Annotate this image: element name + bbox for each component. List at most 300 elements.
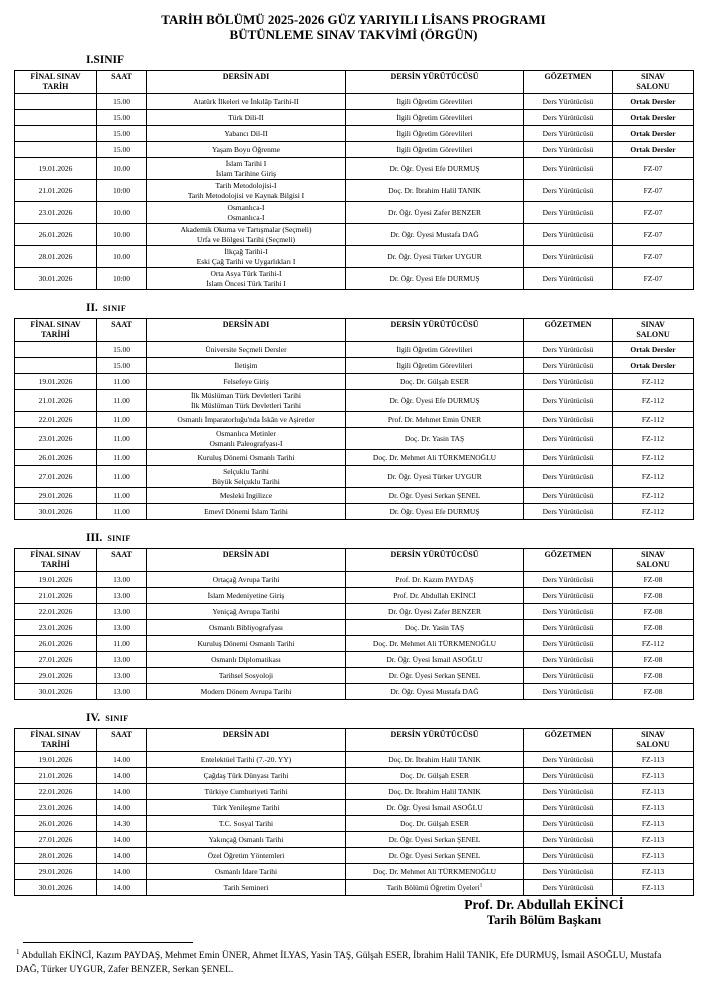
instructor: İlgili Öğretim Görevlileri xyxy=(346,142,524,158)
course-name: Tarih Metodolojisi-I Tarih Metodolojisi ve Kaynak Bilgisi I xyxy=(147,180,346,202)
exam-row xyxy=(15,202,694,224)
col-header-room: SINAV SALONU xyxy=(613,549,694,572)
exam-date: 27.01.2026 xyxy=(15,652,97,668)
instructor: Dr. Öğr. Üyesi Zafer BENZER xyxy=(346,202,524,224)
course-name: İslam Medeniyetine Giriş xyxy=(147,588,346,604)
proctor: Ders Yürütücüsü xyxy=(524,752,613,768)
course-name: Kuruluş Dönemi Osmanlı Tarihi xyxy=(147,636,346,652)
col-header-course: DERSİN ADI xyxy=(147,71,346,94)
course-name: Akademik Okuma ve Tartışmalar (Seçmeli) Urfa ve Bölgesi Tarihi (Seçmeli) xyxy=(147,224,346,246)
exam-room: FZ-112 xyxy=(613,504,694,520)
col-header-time: SAAT xyxy=(97,71,147,94)
course-name: Yabancı Dil-II xyxy=(147,126,346,142)
exam-time: 14.30 xyxy=(97,816,147,832)
proctor: Ders Yürütücüsü xyxy=(524,374,613,390)
signature-name: Prof. Dr. Abdullah EKİNCİ xyxy=(464,897,624,912)
proctor: Ders Yürütücüsü xyxy=(524,142,613,158)
exam-date: 26.01.2026 xyxy=(15,636,97,652)
exam-date: 29.01.2026 xyxy=(15,864,97,880)
exam-room: FZ-113 xyxy=(613,832,694,848)
course-name: İletişim xyxy=(147,358,346,374)
course-name: Osmanlı Diplomatikası xyxy=(147,652,346,668)
course-name: Türkiye Cumhuriyeti Tarihi xyxy=(147,784,346,800)
proctor: Ders Yürütücüsü xyxy=(524,358,613,374)
footnote xyxy=(16,942,684,977)
course-name: Yaşam Boyu Öğrenme xyxy=(147,142,346,158)
exam-time: 10.00 xyxy=(97,202,147,224)
section-label-numeral: I. xyxy=(86,54,94,66)
section-label-numeral: II. xyxy=(86,302,98,314)
section-label-2 xyxy=(86,298,693,316)
exam-date: 19.01.2026 xyxy=(15,752,97,768)
exam-table-1 xyxy=(14,70,694,290)
instructor: Dr. Öğr. Üyesi Efe DURMUŞ xyxy=(346,504,524,520)
instructor: Doç. Dr. Gülşah ESER xyxy=(346,768,524,784)
proctor: Ders Yürütücüsü xyxy=(524,864,613,880)
exam-room: FZ-113 xyxy=(613,800,694,816)
section-label-word: SINIF xyxy=(105,714,129,723)
instructor: Dr. Öğr. Üyesi Efe DURMUŞ xyxy=(346,158,524,180)
exam-date: 23.01.2026 xyxy=(15,428,97,450)
exam-row xyxy=(15,816,694,832)
exam-row xyxy=(15,504,694,520)
exam-room: FZ-07 xyxy=(613,202,694,224)
course-name: Selçuklu Tarihi Büyük Selçuklu Tarihi xyxy=(147,466,346,488)
course-name: Türk Yenileşme Tarihi xyxy=(147,800,346,816)
course-name: Entelektüel Tarihi (7.-20. YY) xyxy=(147,752,346,768)
col-header-instructor: DERSİN YÜRÜTÜCÜSÜ xyxy=(346,71,524,94)
exam-time: 15.00 xyxy=(97,142,147,158)
course-name: Yeniçağ Avrupa Tarihi xyxy=(147,604,346,620)
course-name: İlkçağ Tarihi-I Eski Çağ Tarihi ve Uygarlıkları I xyxy=(147,246,346,268)
course-name: Çağdaş Türk Dünyası Tarihi xyxy=(147,768,346,784)
exam-room: FZ-113 xyxy=(613,848,694,864)
instructor: Dr. Öğr. Üyesi Serkan ŞENEL xyxy=(346,848,524,864)
col-header-date: FİNAL SINAV TARİHİ xyxy=(15,319,97,342)
section-label-numeral: III. xyxy=(86,532,103,544)
course-name: Emevî Dönemi İslam Tarihi xyxy=(147,504,346,520)
col-header-time: SAAT xyxy=(97,319,147,342)
exam-time: 10.00 xyxy=(97,158,147,180)
exam-room: FZ-112 xyxy=(613,466,694,488)
proctor: Ders Yürütücüsü xyxy=(524,246,613,268)
exam-date: 30.01.2026 xyxy=(15,268,97,290)
exam-date: 26.01.2026 xyxy=(15,224,97,246)
exam-date: 28.01.2026 xyxy=(15,246,97,268)
course-name: Tarih Semineri xyxy=(147,880,346,896)
exam-row xyxy=(15,768,694,784)
exam-time: 13.00 xyxy=(97,604,147,620)
exam-time: 14.00 xyxy=(97,800,147,816)
exam-date: 27.01.2026 xyxy=(15,832,97,848)
header-row xyxy=(15,729,694,752)
exam-date xyxy=(15,342,97,358)
exam-row xyxy=(15,466,694,488)
proctor: Ders Yürütücüsü xyxy=(524,848,613,864)
exam-time: 13.00 xyxy=(97,668,147,684)
exam-room: Ortak Dersler xyxy=(613,94,694,110)
exam-room: FZ-07 xyxy=(613,268,694,290)
course-name: Üniversite Seçmeli Dersler xyxy=(147,342,346,358)
exam-time: 13.00 xyxy=(97,652,147,668)
exam-date: 19.01.2026 xyxy=(15,374,97,390)
exam-time: 14.00 xyxy=(97,864,147,880)
exam-room: Ortak Dersler xyxy=(613,142,694,158)
exam-date: 30.01.2026 xyxy=(15,504,97,520)
exam-room: Ortak Dersler xyxy=(613,110,694,126)
exam-room: FZ-08 xyxy=(613,588,694,604)
instructor: Dr. Öğr. Üyesi İsmail ASOĞLU xyxy=(346,800,524,816)
course-name: Osmanlı İdare Tarihi xyxy=(147,864,346,880)
exam-table-4 xyxy=(14,728,694,896)
exam-row xyxy=(15,110,694,126)
instructor: Dr. Öğr. Üyesi İsmail ASOĞLU xyxy=(346,652,524,668)
exam-room: FZ-113 xyxy=(613,752,694,768)
proctor: Ders Yürütücüsü xyxy=(524,268,613,290)
exam-time: 11.00 xyxy=(97,428,147,450)
exam-room: FZ-112 xyxy=(613,412,694,428)
proctor: Ders Yürütücüsü xyxy=(524,110,613,126)
course-name: Özel Öğretim Yöntemleri xyxy=(147,848,346,864)
section-label-word: SINIF xyxy=(107,534,131,543)
exam-time: 11.00 xyxy=(97,450,147,466)
exam-time: 13.00 xyxy=(97,588,147,604)
proctor: Ders Yürütücüsü xyxy=(524,816,613,832)
exam-row xyxy=(15,412,694,428)
exam-time: 14.00 xyxy=(97,768,147,784)
exam-date xyxy=(15,142,97,158)
instructor: Prof. Dr. Abdullah EKİNCİ xyxy=(346,588,524,604)
col-header-date: FİNAL SINAV TARİHİ xyxy=(15,549,97,572)
col-header-room: SINAV SALONU xyxy=(613,319,694,342)
exam-row xyxy=(15,224,694,246)
proctor: Ders Yürütücüsü xyxy=(524,784,613,800)
course-name: İslam Tarihi I İslam Tarihine Giriş xyxy=(147,158,346,180)
exam-row xyxy=(15,604,694,620)
exam-row xyxy=(15,588,694,604)
instructor: İlgili Öğretim Görevlileri xyxy=(346,342,524,358)
exam-room: FZ-112 xyxy=(613,374,694,390)
course-name: Ortaçağ Avrupa Tarihi xyxy=(147,572,346,588)
instructor: İlgili Öğretim Görevlileri xyxy=(346,126,524,142)
col-header-course: DERSİN ADI xyxy=(147,549,346,572)
footnote-text xyxy=(16,947,684,977)
exam-time: 15.00 xyxy=(97,358,147,374)
exam-room: FZ-113 xyxy=(613,768,694,784)
footnote-marker: 1 xyxy=(16,947,20,956)
proctor: Ders Yürütücüsü xyxy=(524,636,613,652)
signature-role: Tarih Bölüm Başkanı xyxy=(486,913,602,927)
course-name: Osmanlı Bibliyografyası xyxy=(147,620,346,636)
instructor: Dr. Öğr. Üyesi Mustafa DAĞ xyxy=(346,684,524,700)
exam-date: 26.01.2026 xyxy=(15,450,97,466)
proctor: Ders Yürütücüsü xyxy=(524,342,613,358)
proctor: Ders Yürütücüsü xyxy=(524,588,613,604)
exam-room: FZ-112 xyxy=(613,390,694,412)
exam-table-2 xyxy=(14,318,694,520)
proctor: Ders Yürütücüsü xyxy=(524,428,613,450)
exam-row xyxy=(15,784,694,800)
instructor: Doç. Dr. Gülşah ESER xyxy=(346,816,524,832)
exam-row xyxy=(15,158,694,180)
exam-room: Ortak Dersler xyxy=(613,358,694,374)
exam-time: 10.00 xyxy=(97,224,147,246)
exam-time: 10:00 xyxy=(97,180,147,202)
exam-room: FZ-112 xyxy=(613,450,694,466)
header-row xyxy=(15,549,694,572)
course-name: Modern Dönem Avrupa Tarihi xyxy=(147,684,346,700)
exam-date: 22.01.2026 xyxy=(15,412,97,428)
signature-block xyxy=(394,897,694,928)
exam-time: 11.00 xyxy=(97,374,147,390)
col-header-room: SINAV SALONU xyxy=(613,71,694,94)
instructor: Doç. Dr. İbrahim Halil TANIK xyxy=(346,752,524,768)
exam-date: 22.01.2026 xyxy=(15,784,97,800)
instructor: İlgili Öğretim Görevlileri xyxy=(346,358,524,374)
exam-date: 23.01.2026 xyxy=(15,202,97,224)
proctor: Ders Yürütücüsü xyxy=(524,450,613,466)
exam-room: FZ-112 xyxy=(613,428,694,450)
exam-time: 11.00 xyxy=(97,390,147,412)
exam-room: FZ-08 xyxy=(613,668,694,684)
exam-room: FZ-112 xyxy=(613,488,694,504)
exam-date: 19.01.2026 xyxy=(15,158,97,180)
exam-time: 10:00 xyxy=(97,268,147,290)
instructor: Dr. Öğr. Üyesi Türker UYGUR xyxy=(346,466,524,488)
exam-date: 27.01.2026 xyxy=(15,466,97,488)
exam-row xyxy=(15,832,694,848)
exam-row xyxy=(15,390,694,412)
col-header-instructor: DERSİN YÜRÜTÜCÜSÜ xyxy=(346,319,524,342)
course-name: Yakınçağ Osmanlı Tarihi xyxy=(147,832,346,848)
header-row xyxy=(15,319,694,342)
col-header-proctor: GÖZETMEN xyxy=(524,729,613,752)
exam-time: 15.00 xyxy=(97,110,147,126)
exam-date xyxy=(15,358,97,374)
proctor: Ders Yürütücüsü xyxy=(524,224,613,246)
instructor: Dr. Öğr. Üyesi Serkan ŞENEL xyxy=(346,488,524,504)
exam-row xyxy=(15,94,694,110)
exam-row xyxy=(15,342,694,358)
instructor-footnote-marker: 1 xyxy=(479,882,483,889)
course-name: Mesleki İngilizce xyxy=(147,488,346,504)
course-name: Kuruluş Dönemi Osmanlı Tarihi xyxy=(147,450,346,466)
col-header-instructor: DERSİN YÜRÜTÜCÜSÜ xyxy=(346,729,524,752)
document-title-line2: BÜTÜNLEME SINAV TAKVİMİ (ÖRGÜN) xyxy=(229,27,478,42)
exam-time: 13.00 xyxy=(97,620,147,636)
col-header-instructor: DERSİN YÜRÜTÜCÜSÜ xyxy=(346,549,524,572)
col-header-date: FİNAL SINAV TARİHİ xyxy=(15,729,97,752)
proctor: Ders Yürütücüsü xyxy=(524,466,613,488)
exam-row xyxy=(15,652,694,668)
proctor: Ders Yürütücüsü xyxy=(524,684,613,700)
exam-room: FZ-113 xyxy=(613,880,694,896)
document-title-line1: TARİH BÖLÜMÜ 2025-2026 GÜZ YARIYILI LİSANS PROGRAMI xyxy=(161,12,546,27)
proctor: Ders Yürütücüsü xyxy=(524,800,613,816)
instructor: Doç. Dr. İbrahim Halil TANIK xyxy=(346,180,524,202)
exam-time: 13.00 xyxy=(97,684,147,700)
proctor: Ders Yürütücüsü xyxy=(524,180,613,202)
exam-time: 14.00 xyxy=(97,784,147,800)
col-header-proctor: GÖZETMEN xyxy=(524,71,613,94)
proctor: Ders Yürütücüsü xyxy=(524,94,613,110)
proctor: Ders Yürütücüsü xyxy=(524,652,613,668)
exam-time: 11.00 xyxy=(97,636,147,652)
exam-room: FZ-08 xyxy=(613,604,694,620)
instructor: Dr. Öğr. Üyesi Zafer BENZER xyxy=(346,604,524,620)
exam-room: FZ-08 xyxy=(613,572,694,588)
exam-date: 19.01.2026 xyxy=(15,572,97,588)
instructor: İlgili Öğretim Görevlileri xyxy=(346,110,524,126)
exam-row xyxy=(15,620,694,636)
exam-time: 14.00 xyxy=(97,880,147,896)
exam-room: Ortak Dersler xyxy=(613,342,694,358)
instructor: Dr. Öğr. Üyesi Serkan ŞENEL xyxy=(346,668,524,684)
section-label-1 xyxy=(86,50,693,68)
exam-time: 14.00 xyxy=(97,752,147,768)
col-header-time: SAAT xyxy=(97,729,147,752)
course-name: Felsefeye Giriş xyxy=(147,374,346,390)
col-header-room: SINAV SALONU xyxy=(613,729,694,752)
exam-room: FZ-07 xyxy=(613,180,694,202)
instructor: Doç. Dr. Mehmet Ali TÜRKMENOĞLU xyxy=(346,636,524,652)
exam-row xyxy=(15,848,694,864)
exam-room: FZ-08 xyxy=(613,684,694,700)
exam-row xyxy=(15,428,694,450)
col-header-course: DERSİN ADI xyxy=(147,729,346,752)
proctor: Ders Yürütücüsü xyxy=(524,572,613,588)
exam-row xyxy=(15,668,694,684)
proctor: Ders Yürütücüsü xyxy=(524,390,613,412)
instructor: Doç. Dr. Gülşah ESER xyxy=(346,374,524,390)
exam-room: FZ-08 xyxy=(613,620,694,636)
instructor: Doç. Dr. Mehmet Ali TÜRKMENOĞLU xyxy=(346,864,524,880)
instructor: Dr. Öğr. Üyesi Efe DURMUŞ xyxy=(346,390,524,412)
exam-row xyxy=(15,142,694,158)
instructor: İlgili Öğretim Görevlileri xyxy=(346,94,524,110)
exam-time: 14.00 xyxy=(97,832,147,848)
col-header-proctor: GÖZETMEN xyxy=(524,319,613,342)
col-header-date: FİNAL SINAV TARİH xyxy=(15,71,97,94)
exam-time: 11.00 xyxy=(97,488,147,504)
exam-room: FZ-07 xyxy=(613,246,694,268)
exam-row xyxy=(15,864,694,880)
document-title xyxy=(14,12,693,42)
footnote-names: Abdullah EKİNCİ, Kazım PAYDAŞ, Mehmet Emin ÜNER, Ahmet İLYAS, Yasin TAŞ, Gülşah ESER, İbrahim Halil TANIK, Efe DURMUŞ, İsmail ASOĞLU, Mustafa DAĞ, Türker UYGUR, Zafer BENZER, Serkan ŞENEL. xyxy=(16,951,662,975)
course-name: Atatürk İlkeleri ve İnkılâp Tarihi-II xyxy=(147,94,346,110)
proctor: Ders Yürütücüsü xyxy=(524,768,613,784)
exam-row xyxy=(15,358,694,374)
course-name: Osmanlıca-I Osmanlıca-I xyxy=(147,202,346,224)
instructor: Tarih Bölümü Öğretim Üyeleri$^1$ xyxy=(346,880,524,896)
exam-row xyxy=(15,180,694,202)
exam-date: 22.01.2026 xyxy=(15,604,97,620)
section-label-word: SINIF xyxy=(102,304,127,313)
instructor: Dr. Öğr. Üyesi Efe DURMUŞ xyxy=(346,268,524,290)
col-header-time: SAAT xyxy=(97,549,147,572)
instructor: Dr. Öğr. Üyesi Türker UYGUR xyxy=(346,246,524,268)
exam-date xyxy=(15,110,97,126)
footnote-divider xyxy=(23,942,193,943)
proctor: Ders Yürütücüsü xyxy=(524,832,613,848)
exam-time: 11.00 xyxy=(97,504,147,520)
exam-room: FZ-113 xyxy=(613,864,694,880)
instructor: Dr. Öğr. Üyesi Mustafa DAĞ xyxy=(346,224,524,246)
exam-date: 30.01.2026 xyxy=(15,880,97,896)
exam-row xyxy=(15,246,694,268)
exam-date: 21.01.2026 xyxy=(15,588,97,604)
proctor: Ders Yürütücüsü xyxy=(524,488,613,504)
proctor: Ders Yürütücüsü xyxy=(524,880,613,896)
exam-date: 29.01.2026 xyxy=(15,668,97,684)
col-header-course: DERSİN ADI xyxy=(147,319,346,342)
exam-date: 29.01.2026 xyxy=(15,488,97,504)
instructor: Prof. Dr. Kazım PAYDAŞ xyxy=(346,572,524,588)
exam-time: 13.00 xyxy=(97,572,147,588)
exam-date: 23.01.2026 xyxy=(15,620,97,636)
exam-time: 14.00 xyxy=(97,848,147,864)
exam-row xyxy=(15,488,694,504)
exam-room: FZ-07 xyxy=(613,158,694,180)
course-name: T.C. Sosyal Tarihi xyxy=(147,816,346,832)
proctor: Ders Yürütücüsü xyxy=(524,126,613,142)
course-name: Türk Dili-II xyxy=(147,110,346,126)
section-label-numeral: IV. xyxy=(86,712,101,724)
instructor: Prof. Dr. Mehmet Emin ÜNER xyxy=(346,412,524,428)
exam-date: 21.01.2026 xyxy=(15,180,97,202)
exam-row xyxy=(15,450,694,466)
exam-time: 10.00 xyxy=(97,246,147,268)
exam-row xyxy=(15,268,694,290)
instructor: Doç. Dr. Yasin TAŞ xyxy=(346,620,524,636)
exam-room: FZ-113 xyxy=(613,784,694,800)
proctor: Ders Yürütücüsü xyxy=(524,620,613,636)
course-name: İlk Müslüman Türk Devletleri Tarihi İlk Müslüman Türk Devletleri Tarihi xyxy=(147,390,346,412)
exam-room: FZ-113 xyxy=(613,816,694,832)
exam-time: 15.00 xyxy=(97,126,147,142)
exam-row xyxy=(15,684,694,700)
exam-date: 26.01.2026 xyxy=(15,816,97,832)
exam-row xyxy=(15,636,694,652)
exam-room: FZ-112 xyxy=(613,636,694,652)
header-row xyxy=(15,71,694,94)
exam-time: 15.00 xyxy=(97,94,147,110)
course-name: Orta Asya Türk Tarihi-I İslam Öncesi Türk Tarihi I xyxy=(147,268,346,290)
exam-date: 21.01.2026 xyxy=(15,768,97,784)
proctor: Ders Yürütücüsü xyxy=(524,412,613,428)
section-label-4 xyxy=(86,708,693,726)
exam-date: 30.01.2026 xyxy=(15,684,97,700)
exam-row xyxy=(15,800,694,816)
proctor: Ders Yürütücüsü xyxy=(524,202,613,224)
exam-room: FZ-07 xyxy=(613,224,694,246)
exam-date: 21.01.2026 xyxy=(15,390,97,412)
course-name: Osmanlıca Metinler Osmanlı Paleografyası-I xyxy=(147,428,346,450)
instructor: Doç. Dr. Mehmet Ali TÜRKMENOĞLU xyxy=(346,450,524,466)
instructor: Dr. Öğr. Üyesi Serkan ŞENEL xyxy=(346,832,524,848)
proctor: Ders Yürütücüsü xyxy=(524,158,613,180)
course-name: Osmanlı İmparatorluğu'nda İskân ve Aşiretler xyxy=(147,412,346,428)
exam-table-3 xyxy=(14,548,694,700)
exam-room: FZ-08 xyxy=(613,652,694,668)
exam-row xyxy=(15,126,694,142)
course-name: Tarihsel Sosyoloji xyxy=(147,668,346,684)
exam-room: Ortak Dersler xyxy=(613,126,694,142)
exam-time: 15.00 xyxy=(97,342,147,358)
section-label-word: SINIF xyxy=(93,54,125,66)
exam-time: 11.00 xyxy=(97,412,147,428)
instructor: Doç. Dr. İbrahim Halil TANIK xyxy=(346,784,524,800)
